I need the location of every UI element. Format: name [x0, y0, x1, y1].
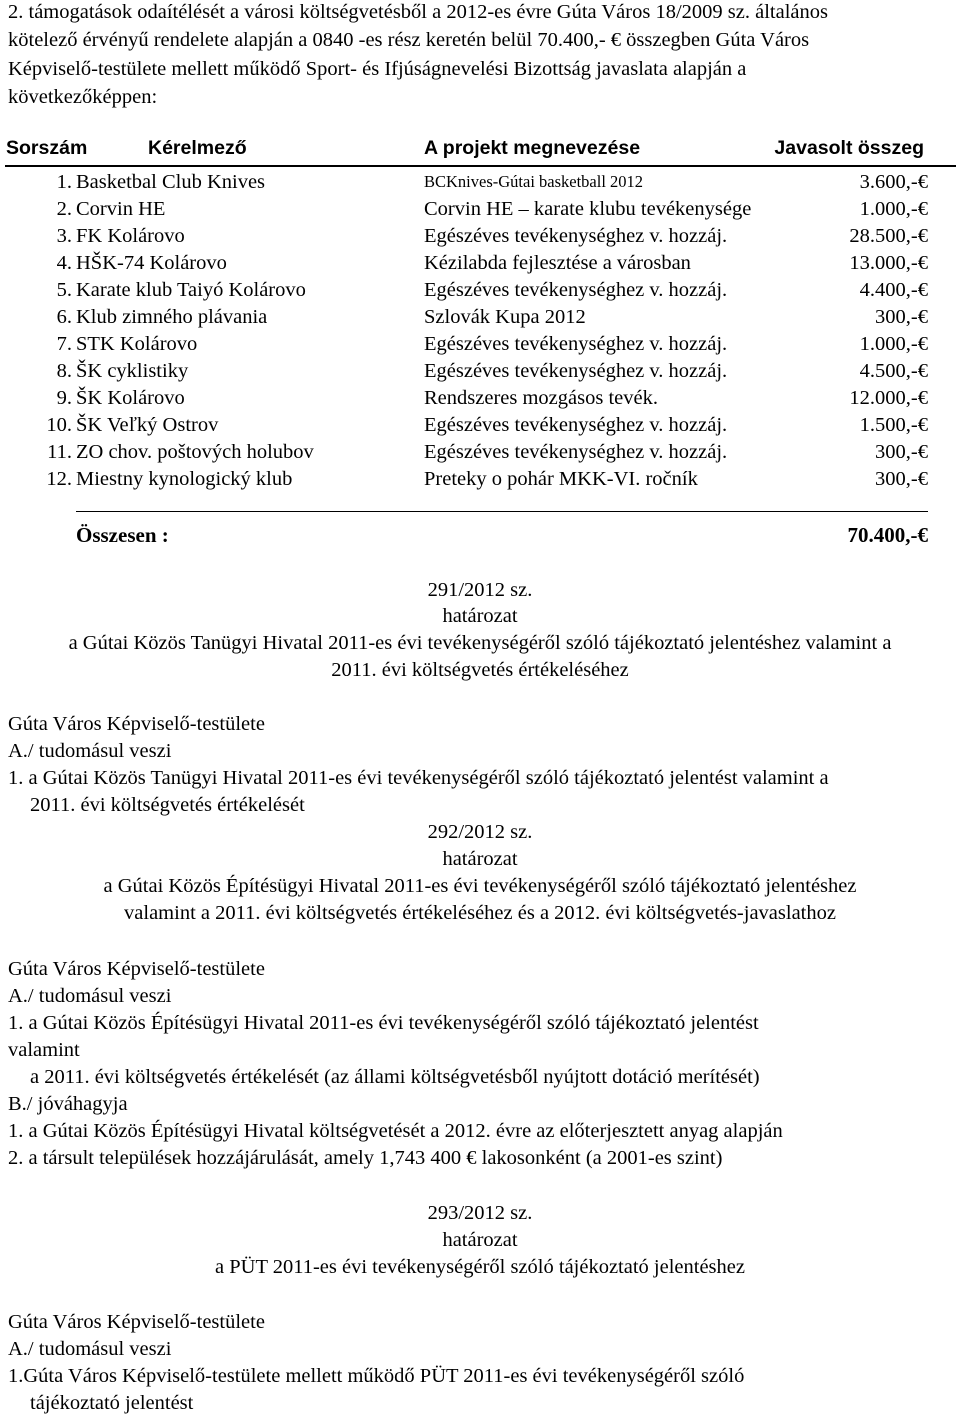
row-number: 8. — [56, 360, 72, 382]
row-applicant: FK Kolárovo — [76, 225, 185, 247]
header-kerelmezo: Kérelmező — [148, 137, 247, 159]
item-text: valamint — [8, 1039, 80, 1061]
section-a: A./ tudomásul veszi — [8, 740, 172, 762]
row-applicant: ŠK Veľký Ostrov — [76, 414, 219, 436]
row-amount: 1.500,-€ — [859, 414, 928, 436]
section-a: A./ tudomásul veszi — [8, 1338, 172, 1360]
row-applicant: Klub zimného plávania — [76, 306, 268, 328]
resolution-type: határozat — [442, 1229, 518, 1251]
row-project: Egészéves tevékenységhez v. hozzáj. — [424, 360, 728, 382]
table-row — [0, 331, 960, 358]
row-applicant: Basketbal Club Knives — [76, 171, 266, 193]
row-applicant: Corvin HE — [76, 198, 166, 220]
row-applicant: STK Kolárovo — [76, 333, 198, 355]
row-applicant: Karate klub Taiyó Kolárovo — [76, 279, 306, 301]
row-amount: 3.600,-€ — [859, 171, 928, 193]
row-amount: 1.000,-€ — [859, 198, 928, 220]
table-row — [0, 385, 960, 412]
header-osszeg: Javasolt összeg — [774, 137, 924, 159]
item-text: 1. a Gútai Közös Építésügyi Hivatal 2011-es évi tevékenységéről szóló tájékoztató jelentést — [8, 1012, 759, 1034]
row-project: Rendszeres mozgásos tevék. — [424, 387, 658, 409]
row-number: 4. — [56, 252, 72, 274]
row-number: 11. — [47, 441, 72, 463]
resolution-title: a Gútai Közös Építésügyi Hivatal 2011-es évi tevékenységéről szóló tájékoztató jelentéshez — [103, 875, 857, 897]
row-number: 3. — [56, 225, 72, 247]
table-row — [0, 277, 960, 304]
resolution-number: 293/2012 sz. — [427, 1202, 533, 1224]
row-number: 5. — [56, 279, 72, 301]
row-applicant: HŠK-74 Kolárovo — [76, 252, 227, 274]
item-text: 1. a Gútai Közös Tanügyi Hivatal 2011-es évi tevékenységéről szóló tájékoztató jelentést valamint a — [8, 767, 829, 789]
resolution-type: határozat — [442, 605, 518, 627]
council-name: Gúta Város Képviselő-testülete — [8, 713, 265, 735]
row-project: Egészéves tevékenységhez v. hozzáj. — [424, 279, 728, 301]
total-divider — [76, 511, 928, 512]
item-text: 2011. évi költségvetés értékelését — [30, 794, 305, 816]
row-number: 7. — [56, 333, 72, 355]
item-text: tájékoztató jelentést — [30, 1392, 194, 1414]
intro-line-1: 2. támogatások odaítélését a városi költségvetésből a 2012-es évre Gúta Város 18/2009 sz. általános — [8, 1, 828, 23]
row-amount: 300,-€ — [875, 468, 928, 490]
header-divider — [5, 165, 956, 167]
row-project: Egészéves tevékenységhez v. hozzáj. — [424, 414, 728, 436]
header-projekt: A projekt megnevezése — [424, 137, 641, 159]
row-project: Corvin HE – karate klubu tevékenysége — [424, 198, 752, 220]
table-row — [0, 169, 960, 196]
resolution-title: a PÜT 2011-es évi tevékenységéről szóló tájékoztató jelentéshez — [215, 1256, 745, 1278]
table-row — [0, 304, 960, 331]
row-project: Egészéves tevékenységhez v. hozzáj. — [424, 225, 728, 247]
row-project: Szlovák Kupa 2012 — [424, 306, 586, 328]
row-number: 6. — [56, 306, 72, 328]
resolution-number: 291/2012 sz. — [427, 579, 533, 601]
row-project: Kézilabda fejlesztése a városban — [424, 252, 691, 274]
row-amount: 300,-€ — [875, 441, 928, 463]
table-row — [0, 412, 960, 439]
table-row — [0, 250, 960, 277]
header-sorszam: Sorszám — [6, 137, 88, 159]
total-value: 70.400,-€ — [847, 523, 928, 547]
item-text: 2. a társult települések hozzájárulását, amely 1,743 400 € lakosonként (a 2001-es szint) — [8, 1147, 723, 1169]
row-number: 10. — [46, 414, 72, 436]
intro-line-2: kötelező érvényű rendelete alapján a 0840 -es rész keretén belül 70.400,- € összegben Gúta Város — [8, 29, 810, 51]
row-applicant: ŠK Kolárovo — [76, 387, 185, 409]
row-amount: 13.000,-€ — [849, 252, 928, 274]
row-number: 1. — [56, 171, 72, 193]
item-text: a 2011. évi költségvetés értékelését (az állami költségvetésből nyújtott dotáció merítését) — [30, 1066, 760, 1088]
table-row — [0, 439, 960, 466]
row-amount: 12.000,-€ — [849, 387, 928, 409]
table-row — [0, 466, 960, 493]
table-row — [0, 223, 960, 250]
row-project: Egészéves tevékenységhez v. hozzáj. — [424, 441, 728, 463]
item-text: 1. a Gútai Közös Építésügyi Hivatal költségvetését a 2012. évre az előterjesztett anyag alapján — [8, 1120, 783, 1142]
resolution-type: határozat — [442, 848, 518, 870]
row-amount: 1.000,-€ — [859, 333, 928, 355]
row-applicant: Miestny kynologický klub — [76, 468, 293, 490]
row-number: 12. — [46, 468, 72, 490]
row-applicant: ŠK cyklistiky — [76, 360, 189, 382]
intro-line-3: Képviselő-testülete mellett működő Sport- és Ifjúságnevelési Bizottság javaslata alapján a — [8, 58, 747, 80]
council-name: Gúta Város Képviselő-testülete — [8, 1311, 265, 1333]
row-number: 2. — [56, 198, 72, 220]
row-project: Egészéves tevékenységhez v. hozzáj. — [424, 333, 728, 355]
item-text: 1.Gúta Város Képviselő-testülete mellett működő PÜT 2011-es évi tevékenységéről szóló — [8, 1365, 745, 1387]
resolution-title: a Gútai Közös Tanügyi Hivatal 2011-es évi tevékenységéről szóló tájékoztató jelentéshez valamint a — [68, 632, 892, 654]
resolution-title: 2011. évi költségvetés értékeléséhez — [331, 659, 629, 681]
row-project: Preteky o pohár MKK-VI. ročník — [424, 468, 698, 490]
section-b: B./ jóváhagyja — [8, 1093, 128, 1115]
section-a: A./ tudomásul veszi — [8, 985, 172, 1007]
row-project: BCKnives-Gútai basketball 2012 — [424, 172, 644, 191]
table-row — [0, 196, 960, 223]
council-name: Gúta Város Képviselő-testülete — [8, 958, 265, 980]
resolution-number: 292/2012 sz. — [427, 821, 533, 843]
resolution-title: valamint a 2011. évi költségvetés értékeléséhez és a 2012. évi költségvetés-javaslathoz — [124, 902, 836, 924]
row-amount: 4.400,-€ — [859, 279, 928, 301]
row-applicant: ZO chov. poštových holubov — [76, 441, 314, 463]
row-amount: 300,-€ — [875, 306, 928, 328]
total-label: Összesen : — [76, 523, 169, 547]
row-amount: 4.500,-€ — [859, 360, 928, 382]
row-amount: 28.500,-€ — [849, 225, 928, 247]
row-number: 9. — [56, 387, 72, 409]
table-row — [0, 358, 960, 385]
intro-line-4: következőképpen: — [8, 86, 158, 108]
